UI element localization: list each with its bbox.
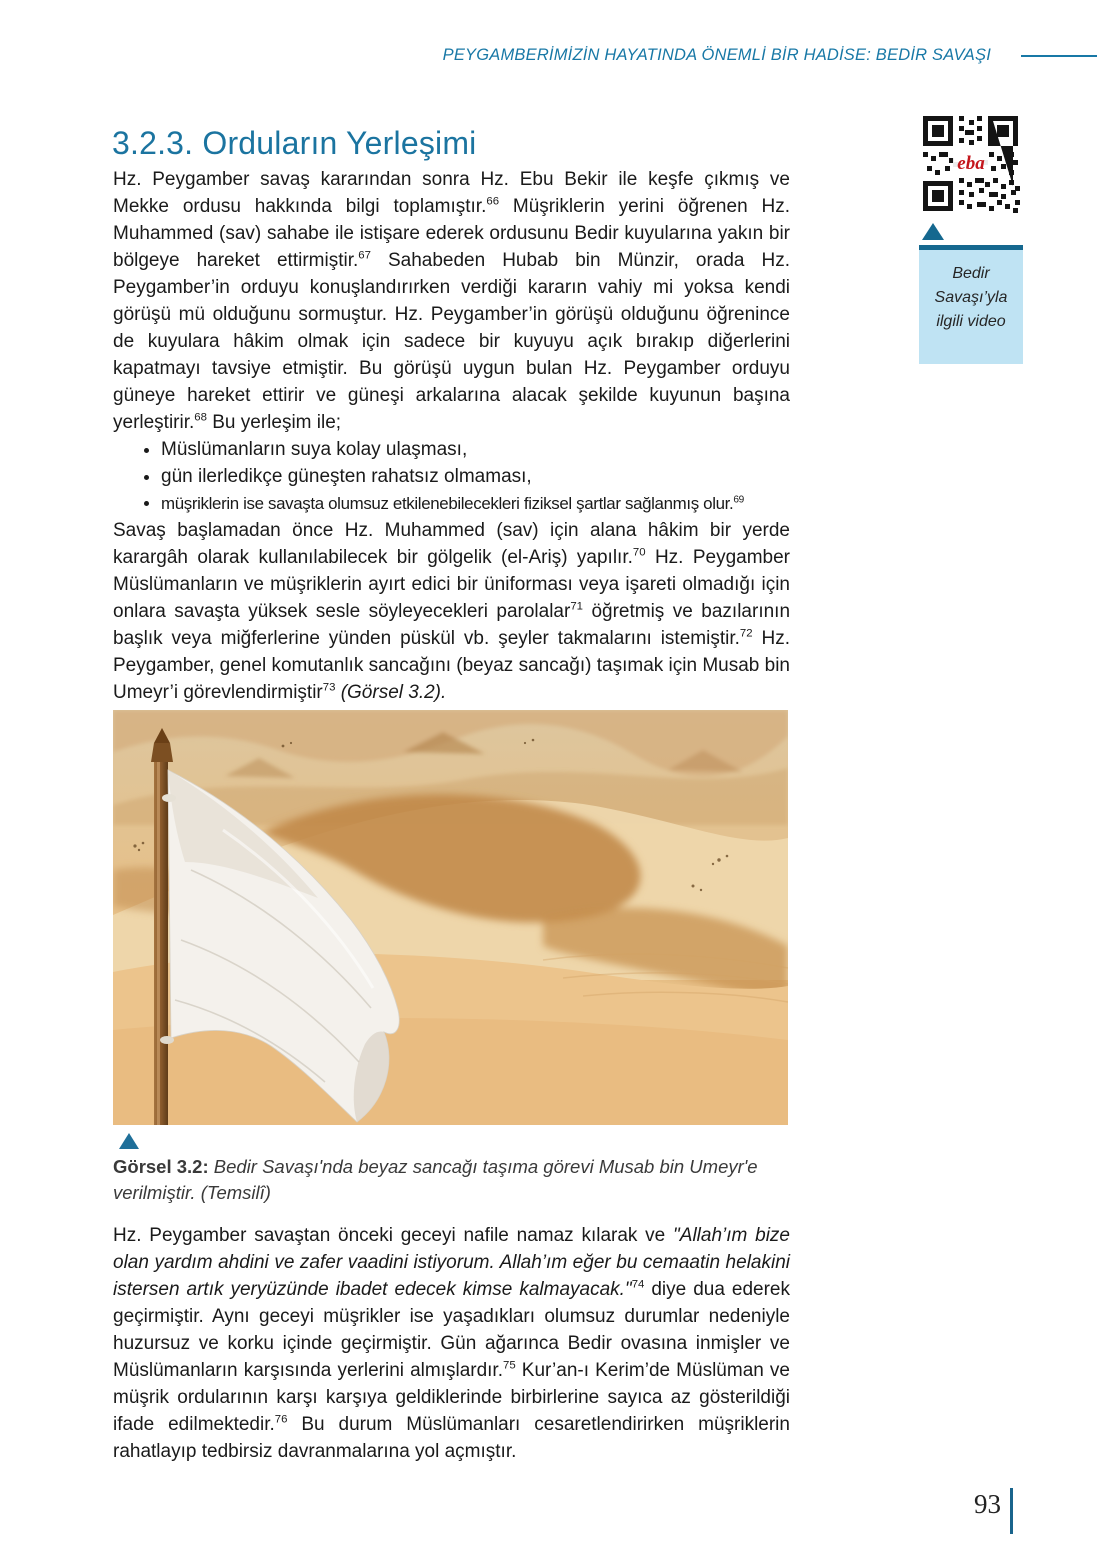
desert-flag-illustration	[113, 710, 788, 1125]
main-text-column	[113, 166, 790, 1465]
paragraph-preparations: Savaş başlamadan önce Hz. Muhammed (sav) için alana hâkim bir yerde karargâh olarak kullanılabilecek bir gölgelik (el-Ariş) yapılır.$^{70}$ Hz. Peygamber Müslümanların ve müşriklerin ayırt edici bir üniforması veya işareti olmadığı için onlara savaşta yüksek sesle söyleyecekleri parolalar$^{71}$ öğretmiş ve bazılarının başlık veya miğferlerine yünden püskül vb. şeyler takmalarını istemiştir.$^{72}$ Hz. Peygamber, genel komutanlık sancağını (beyaz sancağı) taşımak için Musab bin Umeyr’i görevlendirmiştir$^{73}$ (Görsel 3.2).	[113, 520, 791, 703]
page-footer	[974, 1488, 1013, 1534]
qr-code	[919, 112, 1022, 215]
desert-flag-image	[113, 710, 788, 1125]
paragraph-night-before-battle: Hz. Peygamber savaştan önceki geceyi nafile namaz kılarak ve "Allah’ım bize olan yardım ahdini ve zafer vaadini istiyorum. Allah’ım eğer bu cemaatin helakini istersen artık yeryüzünde ibadet edecek kimse kalmayacak."$^{74}$ diye dua ederek geçirmiştir. Aynı geceyi müşrikler ise yaşadıkları olumsuz durumlar nedeniyle huzursuz ve korku içinde geçirmiştir. Gün ağarınca Bedir ovasına inmişler ve Müslümanların karşısında yerlerini almışlardır.$^{75}$ Kur’an-ı Kerim’de Müslüman ve müşrik ordularının karşı karşıya geldiklerinde birbirlerine sayıca az gösterildiği ifade edilmektedir.$^{76}$ Bu durum Müslümanları cesaretlendirirken müşriklerin rahatlayıp tedbirsiz davranmalarına yol açmıştır.	[113, 1224, 790, 1462]
triangle-up-icon	[922, 223, 944, 240]
page-title: 3.2.3. Orduların Yerleşimi	[112, 125, 477, 162]
list-item: • gün ilerledikçe güneşten rahatsız olmaması,	[161, 463, 790, 490]
eba-logo: eba	[957, 153, 985, 174]
running-head-rule	[1021, 55, 1097, 57]
page-number-rule	[1010, 1488, 1013, 1534]
running-head	[443, 46, 1097, 65]
video-qr-panel	[919, 112, 1023, 364]
running-head-title: PEYGAMBERİMİZİN HAYATINDA ÖNEMLİ BİR HADİSE: BEDİR SAVAŞI	[442, 46, 991, 64]
placement-benefits-list	[113, 436, 790, 517]
caption-triangle-icon	[119, 1133, 139, 1149]
list-item: • Müslümanların suya kolay ulaşması,	[161, 436, 790, 463]
paragraph-army-placement: Hz. Peygamber savaş kararından sonra Hz. Ebu Bekir ile keşfe çıkmış ve Mekke ordusu hakkında bilgi toplamıştır.$^{66}$ Müşriklerin yerini öğrenen Hz. Muhammed (sav) sahabe ile istişare ederek ordusunu Bedir kuyularına yakın bir bölgeye hareket ettirmiştir.$^{67}$ Sahabeden Hubab bin Münzir, orada Hz. Peygamber’in orduyu konuşlandırırken verdiği kararın vahiy mi yoksa kendi görüşü mü olduğunu sormuştur. Hz. Peygamber’in görüşü olduğunu öğrenince de kuyulara hâkim olmak için sadece bir kuyuyu açık bırakıp diğerlerini kapatmayı tavsiye etmiştir. Bu görüşü uygun bulan Hz. Peygamber orduyu güneye hareket ettirir ve güneşi arkalarına alacak şekilde kuyunun başına yerleştirir.$^{68}$ Bu yerleşim ile;	[113, 169, 790, 433]
page-number: 93	[974, 1489, 1001, 1519]
figure-caption: Görsel 3.2: Bedir Savaşı'nda beyaz sancağı taşıma görevi Musab bin Umeyr'e verilmiştir. (Temsilî)	[113, 1156, 758, 1204]
video-info-box	[919, 245, 1023, 364]
video-info-label: Bedir Savaşı’yla ilgili video	[934, 265, 1008, 330]
list-item: • müşriklerin ise savaşta olumsuz etkilenebilecekleri fiziksel şartlar sağlanmış olur.$^{69}$	[161, 490, 790, 517]
